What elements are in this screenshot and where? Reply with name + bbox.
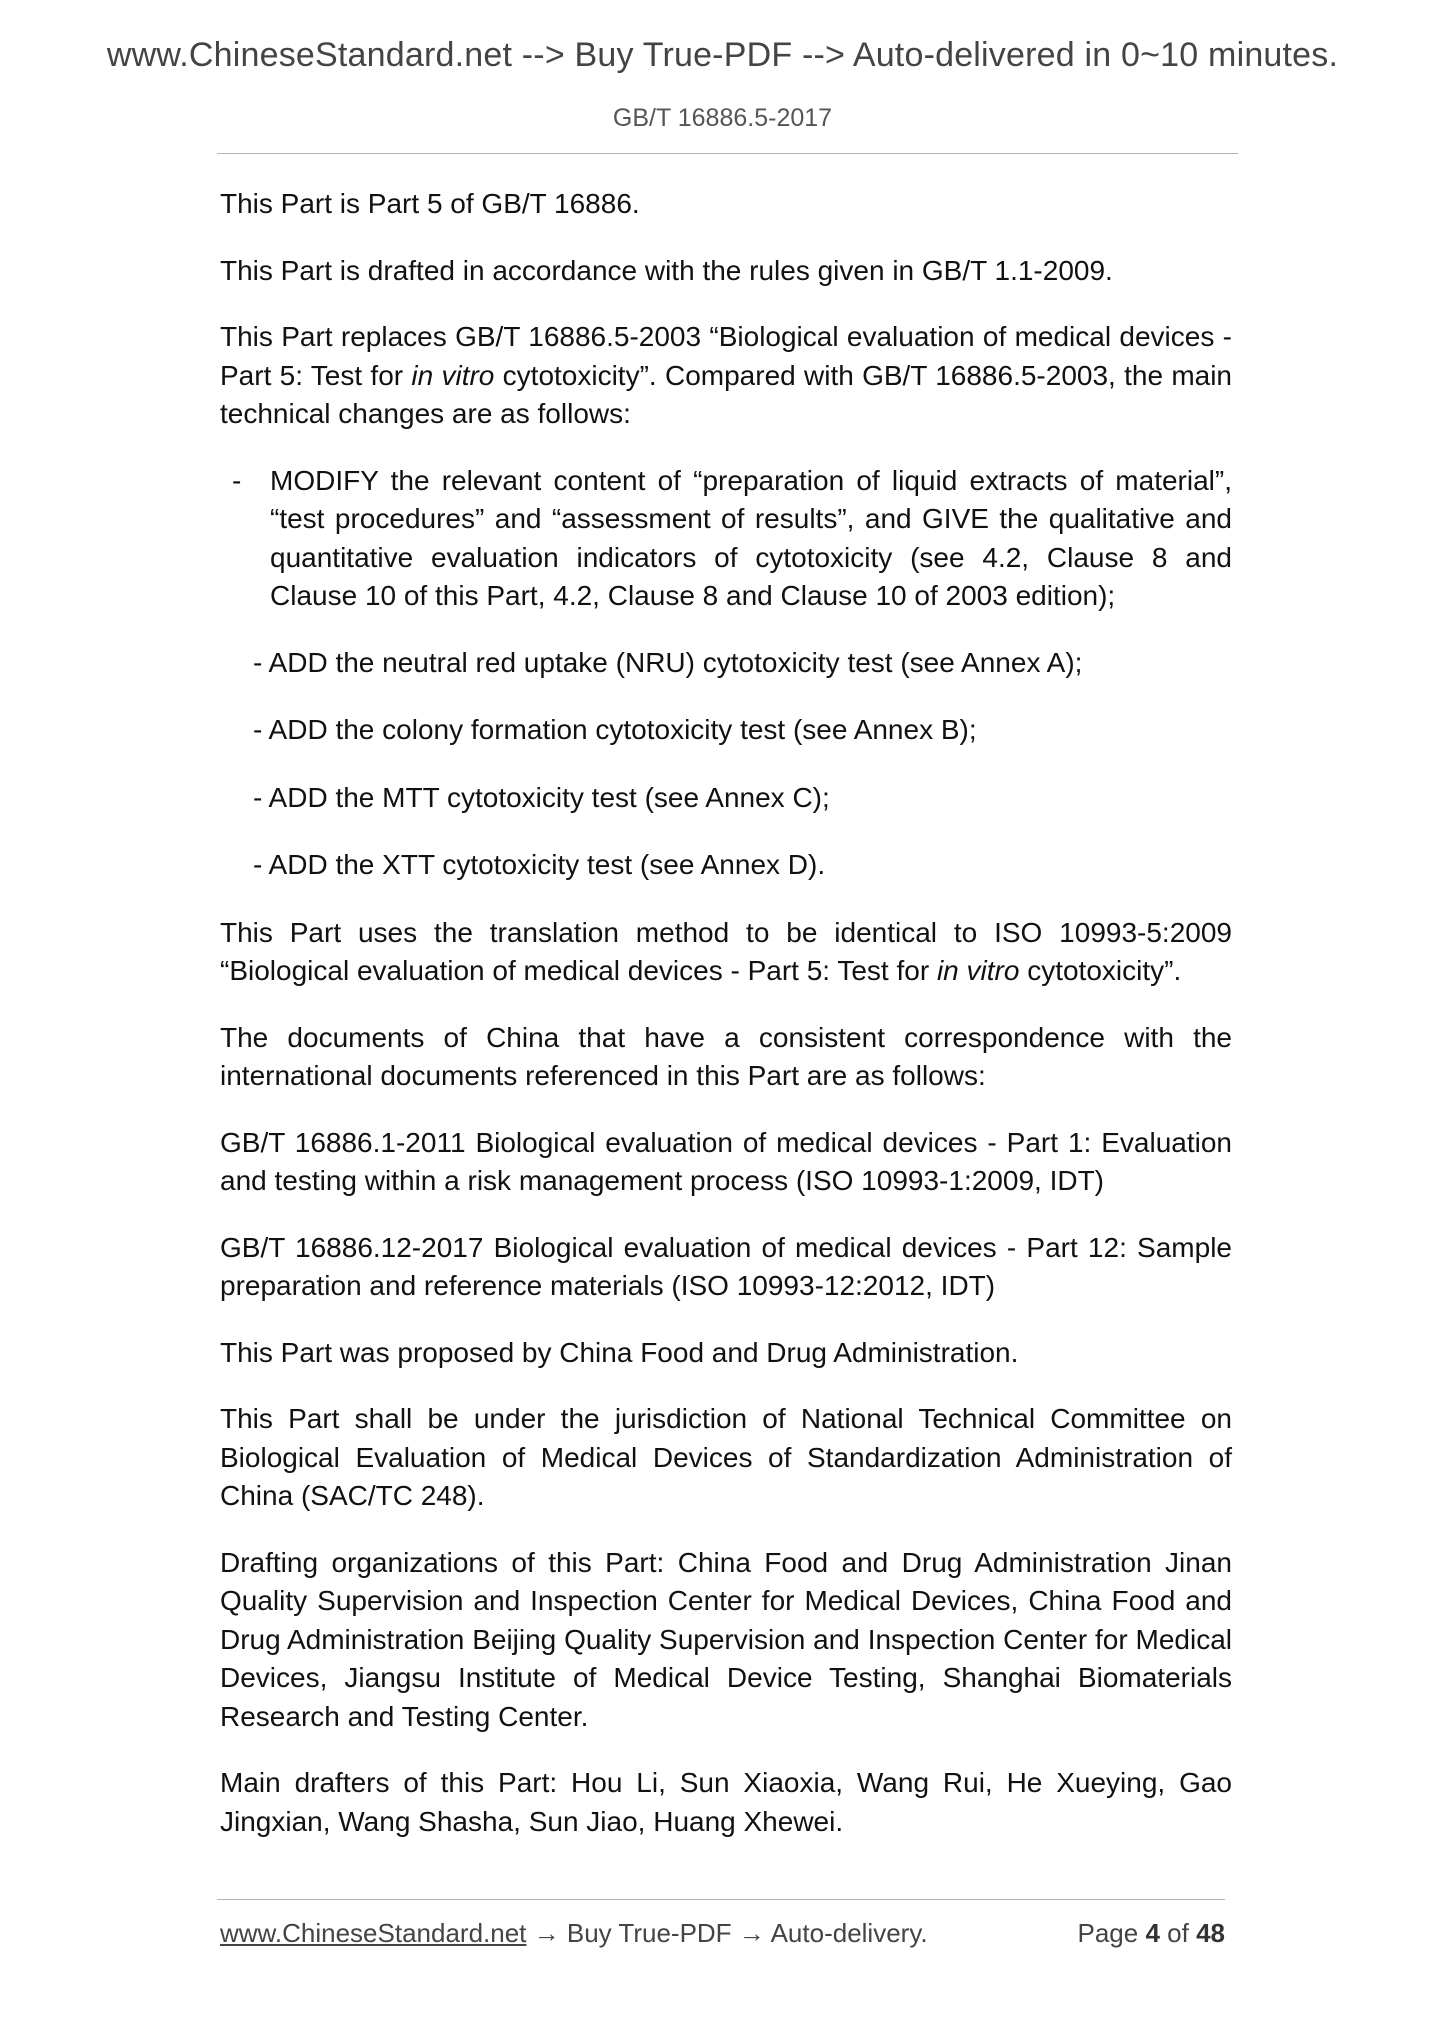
- translation-text-start: This Part uses the translation method to be identical to ISO 10993-5:2009 “Biological evaluation of medical devices - Part 5: Test for: [220, 916, 1232, 986]
- site-banner: www.ChineseStandard.net --> Buy True-PDF --> Auto-delivered in 0~10 minutes.: [106, 36, 1339, 74]
- replaces-italic-term: in vitro: [411, 359, 495, 391]
- arrow-icon: →: [526, 1918, 567, 1948]
- page-label: Page: [1077, 1918, 1139, 1948]
- change-item: - ADD the colony formation cytotoxicity test (see Annex B);: [253, 714, 977, 745]
- change-item: - ADD the MTT cytotoxicity test (see Annex C);: [253, 781, 830, 813]
- change-item: - ADD the XTT cytotoxicity test (see Annex D).: [253, 849, 826, 880]
- translation-italic-term: in vitro: [936, 955, 1020, 986]
- paragraph-jurisdiction: This Part shall be under the jurisdiction of National Technical Committee on Biological Evaluation of Medical Devices of Standardization Administration of China (SAC/TC 248).: [220, 1403, 1232, 1511]
- paragraph-part-number: This Part is Part 5 of GB/T 16886.: [220, 188, 640, 219]
- paragraph-drafting-organizations: Drafting organizations of this Part: China Food and Drug Administration Jinan Quality Supervision and Inspection Center for Medical Devices, China Food and Drug Administration Beijing Quality Supervision and Inspection Center for Medical Devices, Jiangsu Institute of Medical Device Testing, Shanghai Biomaterials Research and Testing Center.: [220, 1546, 1232, 1732]
- document-body: [220, 185, 1232, 1869]
- paragraph-translation-method: [220, 914, 1232, 991]
- page-number: 4: [1145, 1918, 1160, 1948]
- footer-delivery-text: Auto-delivery.: [770, 1918, 928, 1948]
- paragraph-reference-part1: GB/T 16886.1-2011 Biological evaluation of medical devices - Part 1: Evaluation and testing within a risk management process (ISO 10993-1:2009, IDT): [220, 1126, 1232, 1196]
- footer-divider: [217, 1899, 1225, 1900]
- replaces-text-start: This Part replaces GB/T 16886.5-2003 “Biological evaluation of medical devices - Part 5: Test for: [220, 321, 1232, 391]
- arrow-icon: →: [731, 1918, 771, 1948]
- standard-code: GB/T 16886.5-2017: [612, 104, 833, 132]
- paragraph-main-drafters: Main drafters of this Part: Hou Li, Sun Xiaoxia, Wang Rui, He Xueying, Gao Jingxian, Wang Shasha, Sun Jiao, Huang Xhewei.: [220, 1767, 1232, 1837]
- replaces-text-end: cytotoxicity”. Compared with GB/T 16886.5-2003, the main technical changes are as follows:: [220, 359, 1233, 429]
- change-dash: -: [232, 464, 242, 496]
- total-pages: 48: [1196, 1918, 1225, 1948]
- paragraph-correspondence: The documents of China that have a consistent correspondence with the international documents referenced in this Part are as follows:: [220, 1021, 1232, 1091]
- paragraph-proposed-by: This Part was proposed by China Food and Drug Administration.: [220, 1336, 1019, 1368]
- of-label: of: [1167, 1918, 1189, 1948]
- change-item: - ADD the neutral red uptake (NRU) cytotoxicity test (see Annex A);: [253, 646, 1083, 678]
- change-text: MODIFY the relevant content of “preparation of liquid extracts of material”, “test procedures” and “assessment of results”, and GIVE the qualitative and quantitative evaluation indicators of cytotoxicity (see 4.2, Clause 8 and Clause 10 of this Part, 4.2, Clause 8 and Clause 10 of 2003 edition);: [270, 464, 1232, 611]
- footer-buy-text: Buy True-PDF: [566, 1918, 732, 1948]
- header-divider: [217, 153, 1238, 154]
- paragraph-reference-part12: GB/T 16886.12-2017 Biological evaluation of medical devices - Part 12: Sample preparation and reference materials (ISO 10993-12:2012, IDT): [220, 1231, 1232, 1301]
- paragraph-drafting-rules: This Part is drafted in accordance with the rules given in GB/T 1.1-2009.: [220, 254, 1113, 286]
- page-footer: [220, 1918, 1225, 1949]
- page-indicator: [1077, 1918, 1225, 1949]
- change-item: [220, 462, 1232, 616]
- paragraph-replaces: [220, 318, 1232, 434]
- footer-site-link[interactable]: www.ChineseStandard.net: [220, 1918, 527, 1948]
- translation-text-end: cytotoxicity”.: [1019, 955, 1182, 986]
